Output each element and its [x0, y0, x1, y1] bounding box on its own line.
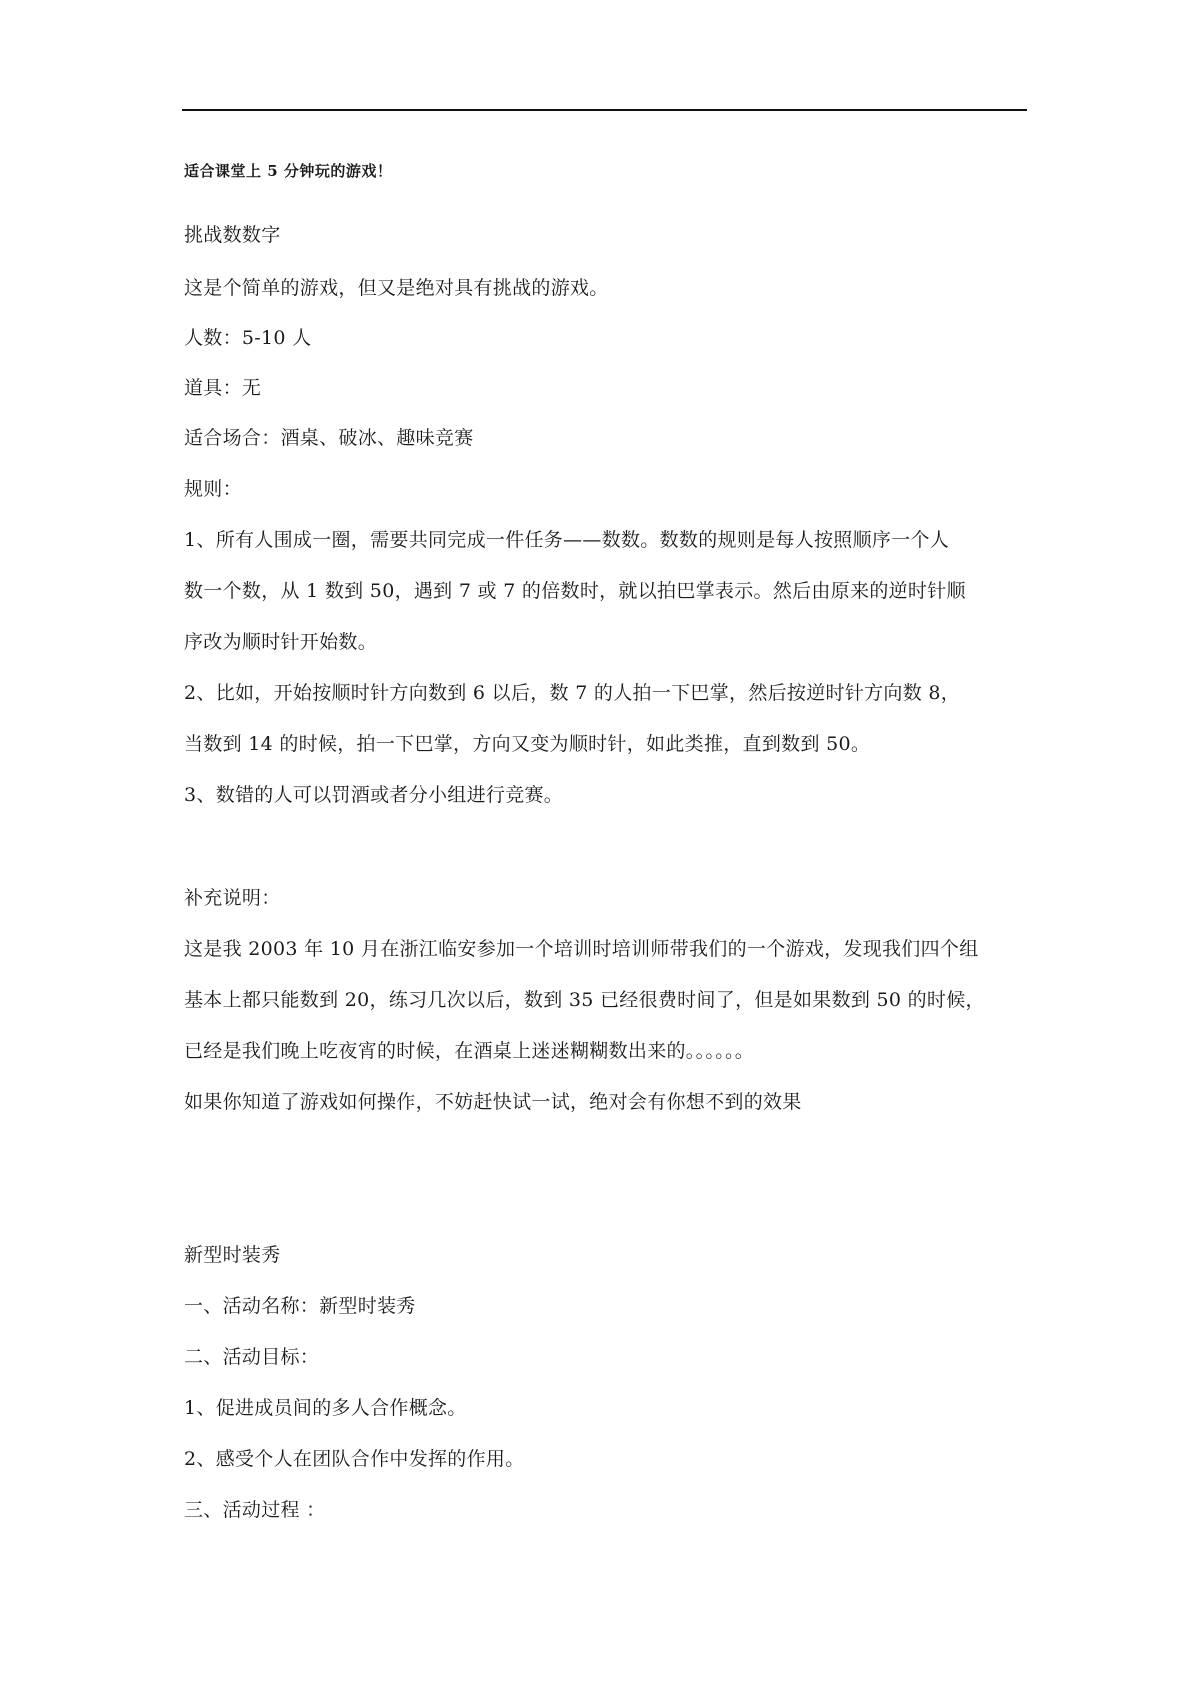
- rule2-line1: 2、比如，开始按顺时针方向数到 6 以后，数 7 的人拍一下巴掌，然后按逆时针方向数 8，: [184, 682, 961, 704]
- game2-goal1: 1、促进成员间的多人合作概念。: [184, 1397, 467, 1419]
- supplement-line3: 已经是我们晚上吃夜宵的时候，在酒桌上迷迷糊糊数出来的。。。。。。: [184, 1040, 755, 1062]
- supplement-label: 补充说明：: [184, 887, 281, 909]
- rule1-line1: 1、所有人围成一圈，需要共同完成一件任务——数数。数数的规则是每人按照顺序一个人: [184, 529, 950, 551]
- game1-props: 道具：无: [184, 377, 262, 399]
- game2-goal2: 2、感受个人在团队合作中发挥的作用。: [184, 1448, 525, 1470]
- game1-heading: 挑战数数字: [184, 224, 281, 246]
- supplement-line2: 基本上都只能数到 20，练习几次以后，数到 35 已经很费时间了，但是如果数到 50 的时候，: [184, 989, 985, 1011]
- supplement-line1: 这是我 2003 年 10 月在浙江临安参加一个培训时培训师带我们的一个游戏，发现我们四个组: [184, 938, 979, 960]
- game2-heading: 新型时装秀: [184, 1244, 281, 1266]
- game1-intro: 这是个简单的游戏，但又是绝对具有挑战的游戏。: [184, 277, 609, 299]
- game2-process-label: 三、活动过程 ：: [184, 1499, 326, 1521]
- rule3: 3、数错的人可以罚酒或者分小组进行竞赛。: [184, 784, 564, 806]
- closing-line: 如果你知道了游戏如何操作，不妨赶快试一试，绝对会有你想不到的效果: [184, 1091, 802, 1113]
- rule1-line2: 数一个数，从 1 数到 50，遇到 7 或 7 的倍数时，就以拍巴掌表示。然后由原来的逆时针顺: [184, 580, 966, 602]
- page-title: 适合课堂上 5 分钟玩的游戏！: [184, 162, 393, 180]
- header-rule: [182, 109, 1027, 111]
- rule1-line3: 序改为顺时针开始数。: [184, 631, 378, 653]
- game1-occasion: 适合场合：酒桌、破冰、趣味竞赛: [184, 427, 474, 449]
- game1-people: 人数：5-10 人: [184, 327, 312, 349]
- rule2-line2: 当数到 14 的时候，拍一下巴掌，方向又变为顺时针，如此类推，直到数到 50。: [184, 733, 871, 755]
- game2-goal-label: 二、活动目标：: [184, 1346, 320, 1368]
- game1-rules-label: 规则：: [184, 478, 242, 500]
- game2-activity-name: 一、活动名称：新型时装秀: [184, 1295, 416, 1317]
